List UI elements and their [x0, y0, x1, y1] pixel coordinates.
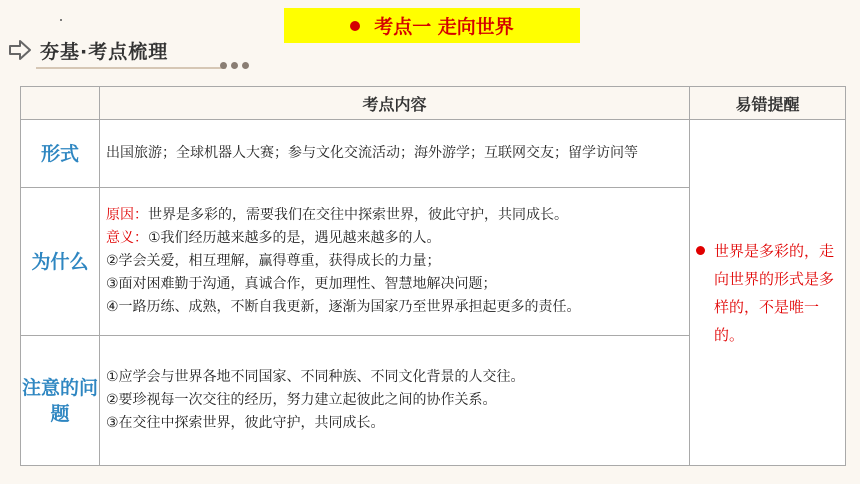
row-label-why: 为什么	[21, 188, 100, 336]
knowledge-table	[20, 86, 846, 466]
row-label-form: 形式	[21, 120, 100, 188]
section-title: 夯基·考点梳理	[40, 40, 169, 63]
content-line: ④一路历练、成熟，不断自我更新，逐渐为国家乃至世界承担起更多的责任。	[106, 299, 581, 315]
error-note-cell	[690, 120, 846, 466]
decor-dot	[60, 19, 62, 21]
row-content-form	[100, 120, 690, 188]
content-line: ②要珍视每一次交往的经历，努力建立起彼此之间的协作关系。	[106, 392, 497, 408]
topic-banner	[284, 8, 580, 43]
header-content: 考点内容	[100, 87, 690, 120]
row-content-attention	[100, 336, 690, 466]
banner-title: 考点一 走向世界	[374, 16, 514, 38]
content-line: 意义：①我们经历越来越多的是，遇见越来越多的人。	[106, 230, 441, 246]
table-header-row	[21, 87, 846, 120]
content-line: ③面对困难勤于沟通，真诚合作，更加理性、智慧地解决问题；	[106, 276, 497, 292]
section-header	[8, 30, 168, 70]
content-line: ②学会关爱，相互理解，赢得尊重，获得成长的力量；	[106, 253, 441, 269]
arrow-right-outline-icon	[8, 39, 32, 61]
error-note-text: 世界是多彩的，走向世界的形式是多样的，不是唯一的。	[714, 241, 835, 344]
content-line: ①应学会与世界各地不同国家、不同种族、不同文化背景的人交往。	[106, 369, 525, 385]
content-line: 出国旅游；全球机器人大赛；参与文化交流活动；海外游学；互联网交友；留学访问等	[106, 145, 638, 161]
content-line: 原因：世界是多彩的，需要我们在交往中探索世界，彼此守护，共同成长。	[106, 207, 568, 223]
row-content-why	[100, 188, 690, 336]
content-line: ③在交往中探索世界，彼此守护，共同成长。	[106, 415, 385, 431]
table-row	[21, 120, 846, 188]
section-underline	[36, 67, 226, 69]
row-label-attention: 注意的问题	[21, 336, 100, 466]
decor-dots	[220, 62, 249, 69]
header-note: 易错提醒	[690, 87, 846, 120]
header-blank	[21, 87, 100, 120]
red-bullet-icon	[696, 246, 705, 255]
bullet-dot-icon	[350, 21, 360, 31]
